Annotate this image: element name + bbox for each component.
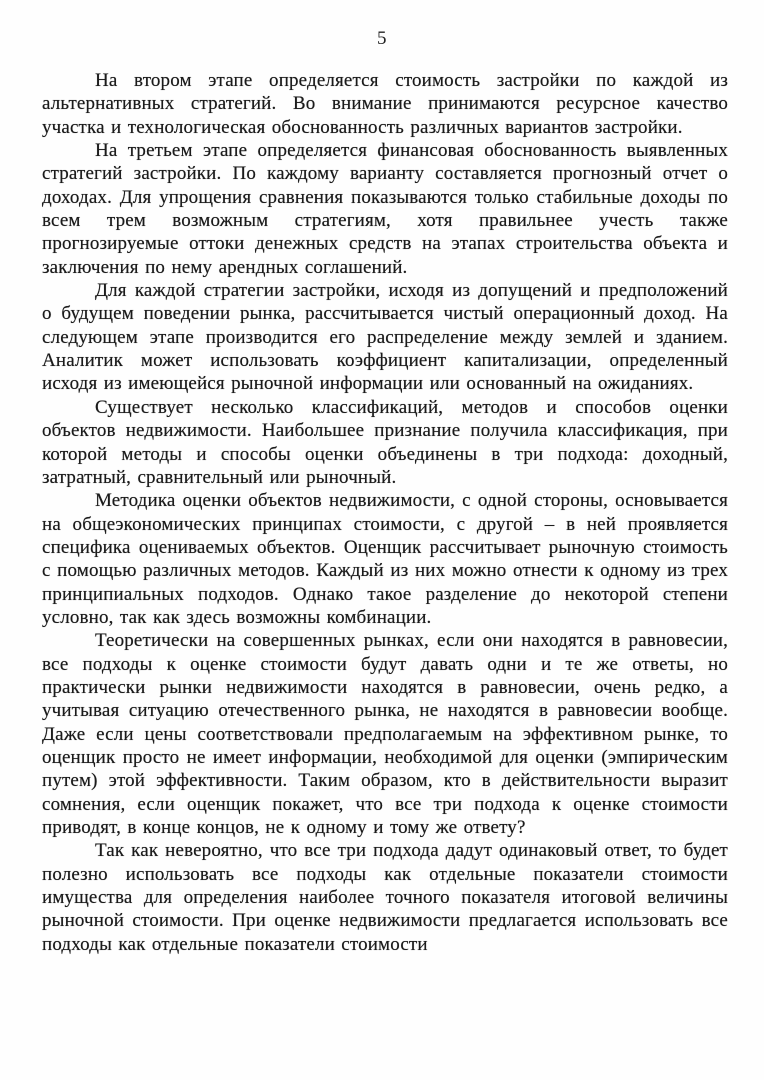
paragraph: Теоретически на совершенных рынках, если они находятся в равновесии, все подходы к оценке стоимости будут давать одни и те же ответы, но практически рынки недвижимости находятся в равновесии, очень редко, а учитывая ситуацию отечественного рынка, не находятся в равновесии вообще. Даже если цены соответствовали предполагаемым на эффективном рынке, то оценщик просто не имеет информации, необходимой для оценки (эмпирическим путем) этой эффективности. Таким образом, кто в действительности выразит сомнения, если оценщик покажет, что все три подхода к оценке стоимости приводят, в конце концов, не к одному и тому же ответу? <box>42 630 728 838</box>
paragraph: Существует несколько классификаций, методов и способов оценки объектов недвижимости. Наибольшее признание получила классификация, при которой методы и способы оценки объединены в три подхода: доходный, затратный, сравнительный или рыночный. <box>42 396 728 488</box>
paragraph: Методика оценки объектов недвижимости, с одной стороны, основывается на общеэкономических принципах стоимости, с другой – в ней проявляется специфика оцениваемых объектов. Оценщик рассчитывает рыночную стоимость с помощью различных методов. Каждый из них можно отнести к одному из трех принципиальных подходов. Однако такое разделение до некоторой степени условно, так как здесь возможны комбинации. <box>42 490 728 628</box>
paragraph: Для каждой стратегии застройки, исходя из допущений и предположений о будущем поведении рынка, рассчитывается чистый операционный доход. На следующем этапе производится его распределение между землей и зданием. Аналитик может использовать коэффициент капитализации, определенный исходя из имеющейся рыночной информации или основанный на ожиданиях. <box>42 280 728 395</box>
page-content <box>42 69 728 956</box>
paragraph: На третьем этапе определяется финансовая обоснованность выявленных стратегий застройки. По каждому варианту составляется прогнозный отчет о доходах. Для упрощения сравнения показываются только стабильные доходы по всем трем возможным стратегиям, хотя правильнее учесть также прогнозируемые оттоки денежных средств на этапах строительства объекта и заключения по нему арендных соглашений. <box>42 140 728 278</box>
paragraph: Так как невероятно, что все три подхода дадут одинаковый ответ, то будет полезно использовать все подходы как отдельные показатели стоимости имущества для определения наиболее точного показателя итоговой величины рыночной стоимости. При оценке недвижимости предлагается использовать все подходы как отдельные показатели стоимости <box>42 840 728 955</box>
paragraph: На втором этапе определяется стоимость застройки по каждой из альтернативных стратегий. Во внимание принимаются ресурсное качество участка и технологическая обоснованность различных вариантов застройки. <box>42 70 728 138</box>
page-number: 5 <box>377 28 387 49</box>
